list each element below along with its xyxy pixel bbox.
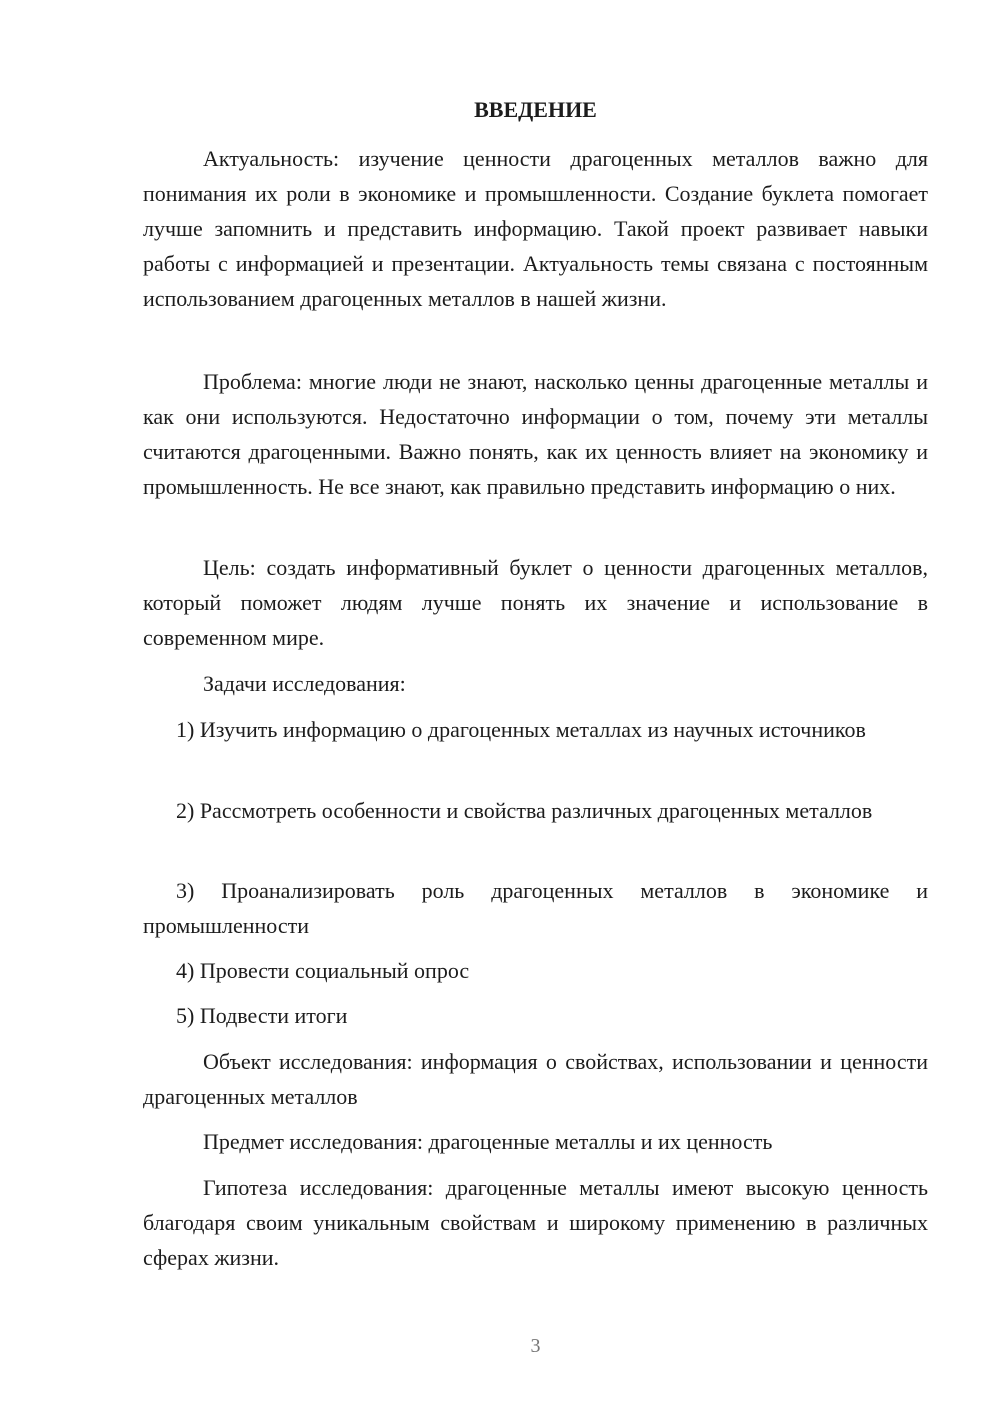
goal-paragraph: Цель: создать информативный буклет о ценности драгоценных металлов, который поможет людям лучше понять их значение и использование в современном мире. — [143, 555, 928, 650]
task-item: 1) Изучить информацию о драгоценных металлах из научных источников — [176, 717, 866, 742]
task-item: 4) Провести социальный опрос — [176, 958, 470, 983]
page-number: 3 — [530, 1335, 541, 1357]
task-item: 5) Подвести итоги — [176, 1003, 348, 1028]
document-page — [143, 0, 928, 1414]
hypothesis-paragraph: Гипотеза исследования: драгоценные металлы имеют высокую ценность благодаря своим уникальным свойствам и широкому применению в различных сферах жизни. — [143, 1175, 928, 1270]
problem-paragraph: Проблема: многие люди не знают, насколько ценны драгоценные металлы и как они используются. Недостаточно информации о том, почему эти металлы считаются драгоценными. Важно понять, как их ценность влияет на экономику и промышленность. Не все знают, как правильно представить информацию о них. — [143, 369, 928, 499]
page-title: ВВЕДЕНИЕ — [474, 97, 597, 122]
tasks-title: Задачи исследования: — [203, 671, 406, 696]
object-paragraph: Объект исследования: информация о свойствах, использовании и ценности драгоценных металлов — [143, 1049, 928, 1109]
task-item: 2) Рассмотреть особенности и свойства различных драгоценных металлов — [176, 798, 873, 823]
relevance-paragraph: Актуальность: изучение ценности драгоценных металлов важно для понимания их роли в экономике и промышленности. Создание буклета помогает лучше запомнить и представить информацию. Такой проект развивает навыки работы с информацией и презентации. Актуальность темы связана с постоянным использованием драгоценных металлов в нашей жизни. — [143, 146, 928, 311]
subject-paragraph: Предмет исследования: драгоценные металлы и их ценность — [203, 1129, 773, 1154]
task-item: 3) Проанализировать роль драгоценных металлов в экономике и промышленности — [143, 878, 928, 938]
